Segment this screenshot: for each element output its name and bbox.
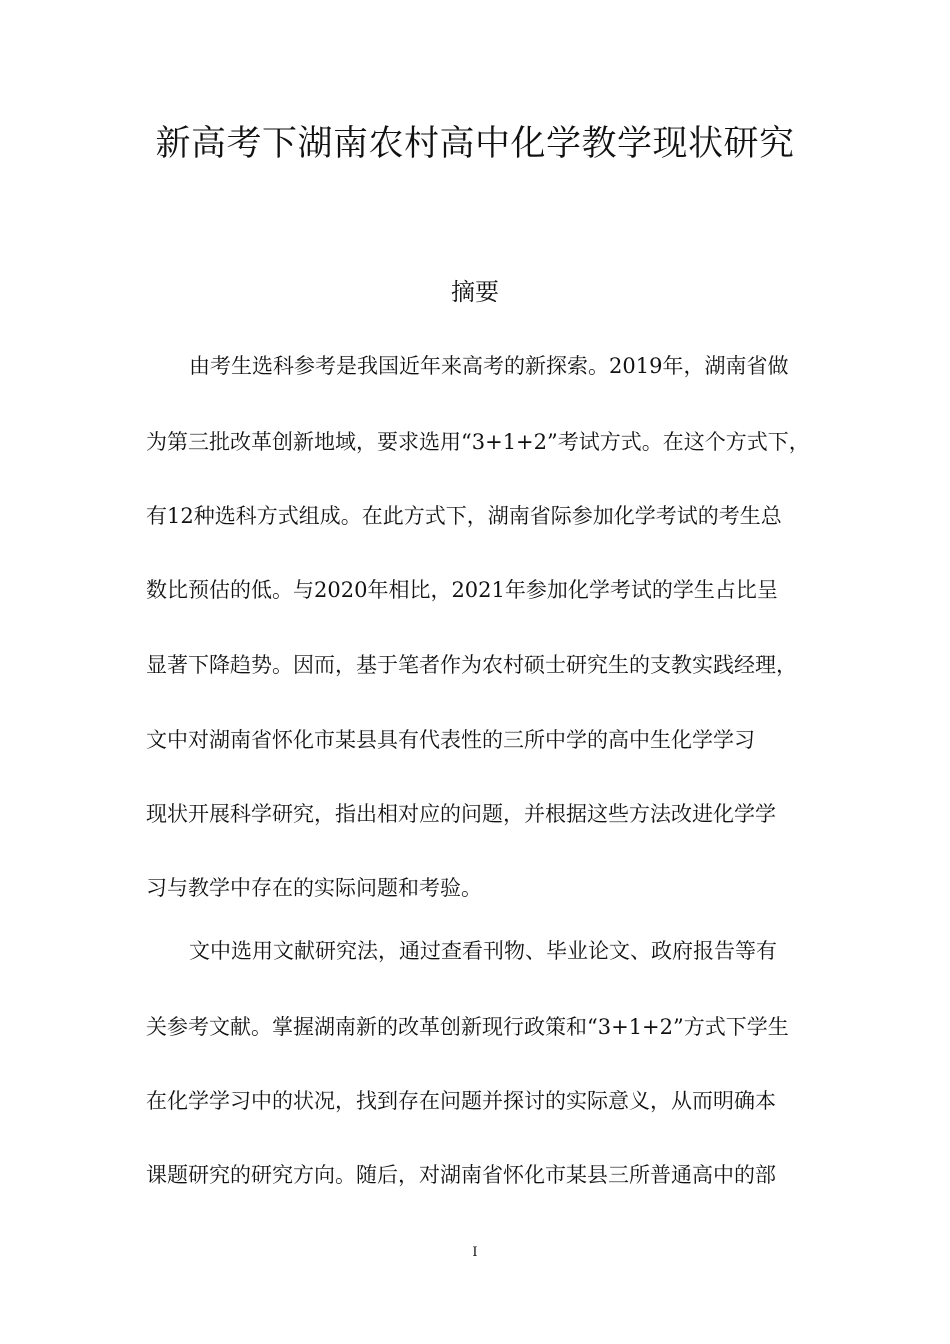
paragraph-line: 为第三批改革创新地域，要求选用“3+1+2”考试方式。在这个方式下， (146, 430, 810, 454)
paragraph-line: 文中对湖南省怀化市某县具有代表性的三所中学的高中生化学学习 (146, 728, 755, 752)
paragraph-line: 课题研究的研究方向。随后，对湖南省怀化市某县三所普通高中的部 (146, 1163, 776, 1187)
paragraph-line: 习与教学中存在的实际问题和考验。 (146, 876, 482, 900)
paragraph-line: 文中选用文献研究法，通过查看刊物、毕业论文、政府报告等有 (189, 939, 777, 963)
document-title: 新高考下湖南农村高中化学教学现状研究 (155, 124, 795, 164)
page-number: I (472, 1245, 478, 1260)
paragraph-line: 在化学学习中的状况，找到存在问题并探讨的实际意义，从而明确本 (146, 1089, 776, 1113)
paragraph-line: 由考生选科参考是我国近年来高考的新探索。2019年，湖南省做 (189, 354, 789, 378)
paragraph-line: 数比预估的低。与2020年相比，2021年参加化学考试的学生占比呈 (146, 578, 778, 602)
abstract-heading: 摘要 (451, 278, 499, 306)
paragraph-line: 现状开展科学研究，指出相对应的问题，并根据这些方法改进化学学 (146, 802, 776, 826)
paragraph-line: 关参考文献。掌握湖南新的改革创新现行政策和“3+1+2”方式下学生 (146, 1015, 789, 1039)
paragraph-line: 显著下降趋势。因而，基于笔者作为农村硕士研究生的支教实践经理， (146, 653, 797, 677)
paragraph-line: 有12种选科方式组成。在此方式下，湖南省际参加化学考试的考生总 (146, 504, 782, 528)
